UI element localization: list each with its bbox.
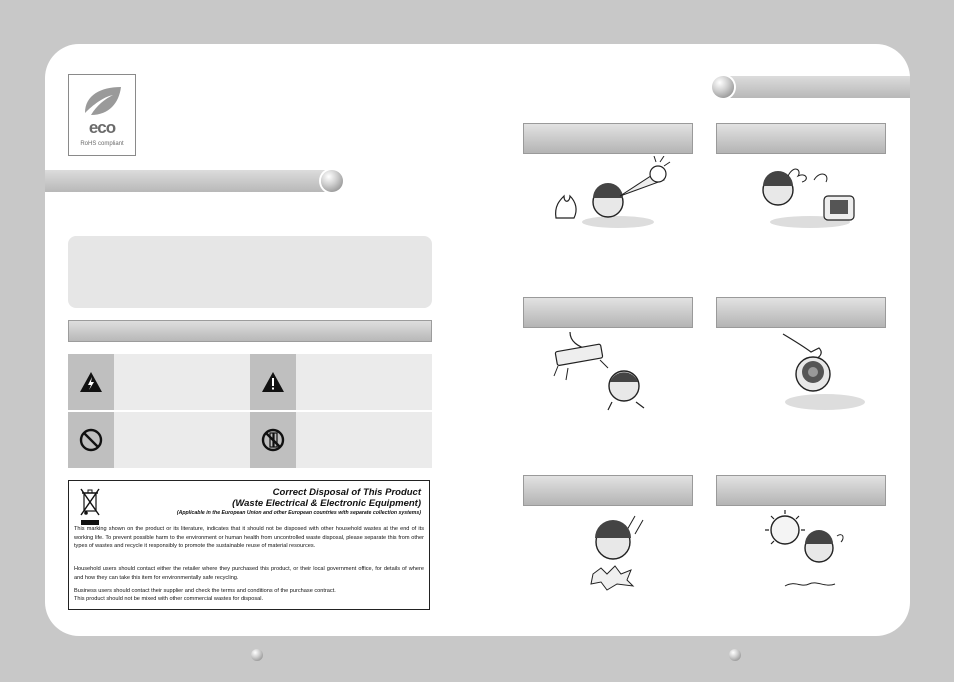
symbol-cell bbox=[250, 354, 296, 410]
panel-label-power-cable bbox=[523, 297, 693, 328]
manual-spread bbox=[45, 44, 910, 636]
page-marker-right bbox=[729, 649, 741, 661]
prohibition-icon bbox=[79, 428, 103, 452]
caution-warning-icon bbox=[261, 371, 285, 393]
panel-label-hand-touch bbox=[716, 297, 886, 328]
weee-title-line2: (Waste Electrical & Electronic Equipment) bbox=[232, 498, 421, 509]
panel-label-smoke-tv bbox=[716, 123, 886, 154]
hand-touching-camera-icon bbox=[763, 330, 873, 420]
weee-paragraph-1: This marking shown on the product or its literature, indicates that it should not be disposed with other household wastes at the end of its working life. To prevent possible harm to the environment or human health from uncontrolled waste disposal, please separate this from other types of wastes and recycle it responsibly to promote the sustainable reuse of material resources. bbox=[74, 526, 424, 550]
weee-title bbox=[232, 487, 421, 509]
weee-disposal-notice bbox=[68, 480, 430, 610]
eco-subtitle: RoHS compliant bbox=[80, 141, 124, 147]
symbol-cell bbox=[68, 412, 114, 468]
weee-paragraph-4: This product should not be mixed with other commercial wastes for disposal. bbox=[74, 596, 264, 602]
symbol-cell bbox=[250, 412, 296, 468]
weee-paragraph-3: Business users should contact their supplier and check the terms and conditions of the purchase contract. bbox=[74, 588, 336, 594]
crossed-wheelie-bin-icon bbox=[79, 485, 101, 527]
panel-label-fire-spray bbox=[523, 123, 693, 154]
right-section-bar bbox=[723, 76, 910, 98]
weee-title-line1: Correct Disposal of This Product bbox=[272, 487, 421, 498]
weee-applicability: (Applicable in the European Union and other European countries with separate collection systems) bbox=[176, 510, 421, 516]
panel-label-sun-heat bbox=[716, 475, 886, 506]
camera-falling-icon bbox=[573, 508, 663, 598]
leaf-icon bbox=[81, 83, 125, 119]
safety-symbols-table bbox=[68, 354, 432, 468]
camera-in-hot-sun-icon bbox=[745, 508, 875, 608]
safety-header-bar bbox=[68, 320, 432, 342]
page-marker-left bbox=[251, 649, 263, 661]
camera-hit-by-power-strip-icon bbox=[548, 332, 678, 422]
left-section-bar bbox=[45, 170, 332, 192]
section-bullet-left bbox=[321, 170, 343, 192]
camera-smoking-near-tv-icon bbox=[740, 156, 870, 236]
symbol-cell bbox=[68, 354, 114, 410]
camera-spraying-fire-icon bbox=[548, 156, 678, 236]
electric-shock-warning-icon bbox=[79, 371, 103, 393]
weee-paragraph-2: Household users should contact either the retailer where they purchased this product, or their local government office, for details of where and how they can take this item for environmentally safe recycling. bbox=[74, 566, 424, 581]
panel-label-falling bbox=[523, 475, 693, 506]
eco-word: eco bbox=[88, 118, 116, 137]
section-bullet-right bbox=[712, 76, 734, 98]
intro-text-box bbox=[68, 236, 432, 308]
do-not-disassemble-icon bbox=[261, 428, 285, 452]
eco-rohs-logo bbox=[68, 74, 136, 156]
